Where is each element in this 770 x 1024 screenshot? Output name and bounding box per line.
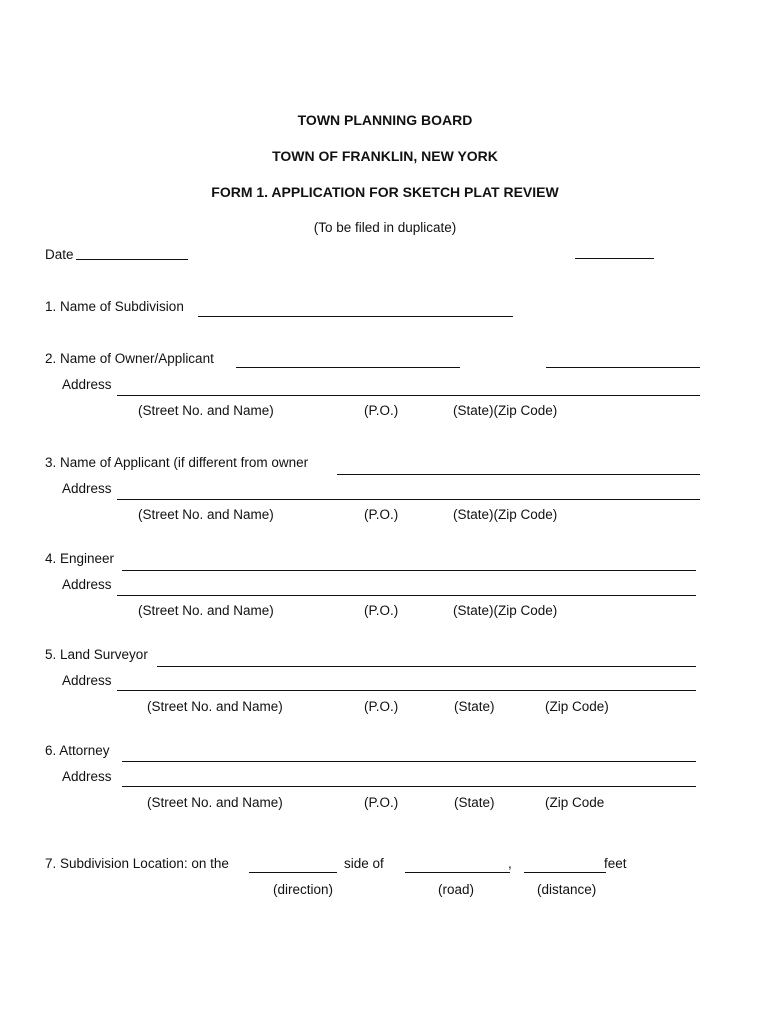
owner-name-field[interactable] (236, 367, 460, 368)
surveyor-state-caption: (State) (454, 699, 495, 714)
owner-street-caption: (Street No. and Name) (138, 403, 274, 418)
surveyor-zip-caption: (Zip Code) (545, 699, 609, 714)
applicant-name-field[interactable] (337, 474, 700, 475)
direction-caption: (direction) (273, 882, 334, 897)
date-field[interactable] (76, 259, 188, 260)
engineer-po-caption: (P.O.) (364, 603, 399, 618)
location-label: 7. Subdivision Location: on the (45, 856, 229, 871)
owner-name-label: 2. Name of Owner/Applicant (45, 351, 214, 366)
applicant-state-zip-caption: (State)(Zip Code) (453, 507, 558, 522)
location-feet-text: feet (604, 856, 627, 871)
attorney-address-label: Address (62, 769, 112, 784)
surveyor-address-field[interactable] (117, 690, 696, 691)
surveyor-po-caption: (P.O.) (364, 699, 399, 714)
applicant-po-caption: (P.O.) (364, 507, 399, 522)
form-heading-board: TOWN PLANNING BOARD (297, 112, 473, 128)
location-road-field[interactable] (405, 872, 510, 873)
date-label: Date (45, 247, 74, 262)
attorney-address-field[interactable] (122, 786, 696, 787)
applicant-name-label: 3. Name of Applicant (if different from owner (45, 455, 309, 470)
subdivision-name-label: 1. Name of Subdivision (45, 299, 184, 314)
blank-field-top-right[interactable] (575, 258, 654, 259)
surveyor-address-label: Address (62, 673, 112, 688)
attorney-street-caption: (Street No. and Name) (147, 795, 283, 810)
surveyor-street-caption: (Street No. and Name) (147, 699, 283, 714)
owner-extra-field[interactable] (546, 367, 700, 368)
attorney-state-caption: (State) (454, 795, 495, 810)
applicant-address-label: Address (62, 481, 112, 496)
surveyor-label: 5. Land Surveyor (45, 647, 148, 662)
duplicate-note: (To be filed in duplicate) (313, 220, 457, 235)
location-comma: , (508, 856, 512, 871)
owner-address-field[interactable] (117, 395, 700, 396)
engineer-address-field[interactable] (117, 595, 696, 596)
applicant-address-field[interactable] (117, 499, 700, 500)
attorney-po-caption: (P.O.) (364, 795, 399, 810)
location-side-of-text: side of (344, 856, 384, 871)
distance-caption: (distance) (537, 882, 597, 897)
engineer-street-caption: (Street No. and Name) (138, 603, 274, 618)
location-direction-field[interactable] (249, 872, 337, 873)
attorney-name-field[interactable] (122, 761, 696, 762)
attorney-zip-caption: (Zip Code (545, 795, 605, 810)
form-heading-town: TOWN OF FRANKLIN, NEW YORK (272, 148, 498, 164)
surveyor-name-field[interactable] (157, 666, 696, 667)
form-title: FORM 1. APPLICATION FOR SKETCH PLAT REVIEW (211, 184, 559, 200)
owner-address-label: Address (62, 377, 112, 392)
engineer-state-zip-caption: (State)(Zip Code) (453, 603, 558, 618)
owner-po-caption: (P.O.) (364, 403, 399, 418)
subdivision-name-field[interactable] (198, 316, 513, 317)
road-caption: (road) (438, 882, 475, 897)
location-distance-field[interactable] (524, 872, 606, 873)
owner-state-zip-caption: (State)(Zip Code) (453, 403, 558, 418)
engineer-address-label: Address (62, 577, 112, 592)
engineer-name-field[interactable] (122, 570, 696, 571)
applicant-street-caption: (Street No. and Name) (138, 507, 274, 522)
attorney-label: 6. Attorney (45, 743, 110, 758)
engineer-label: 4. Engineer (45, 551, 115, 566)
